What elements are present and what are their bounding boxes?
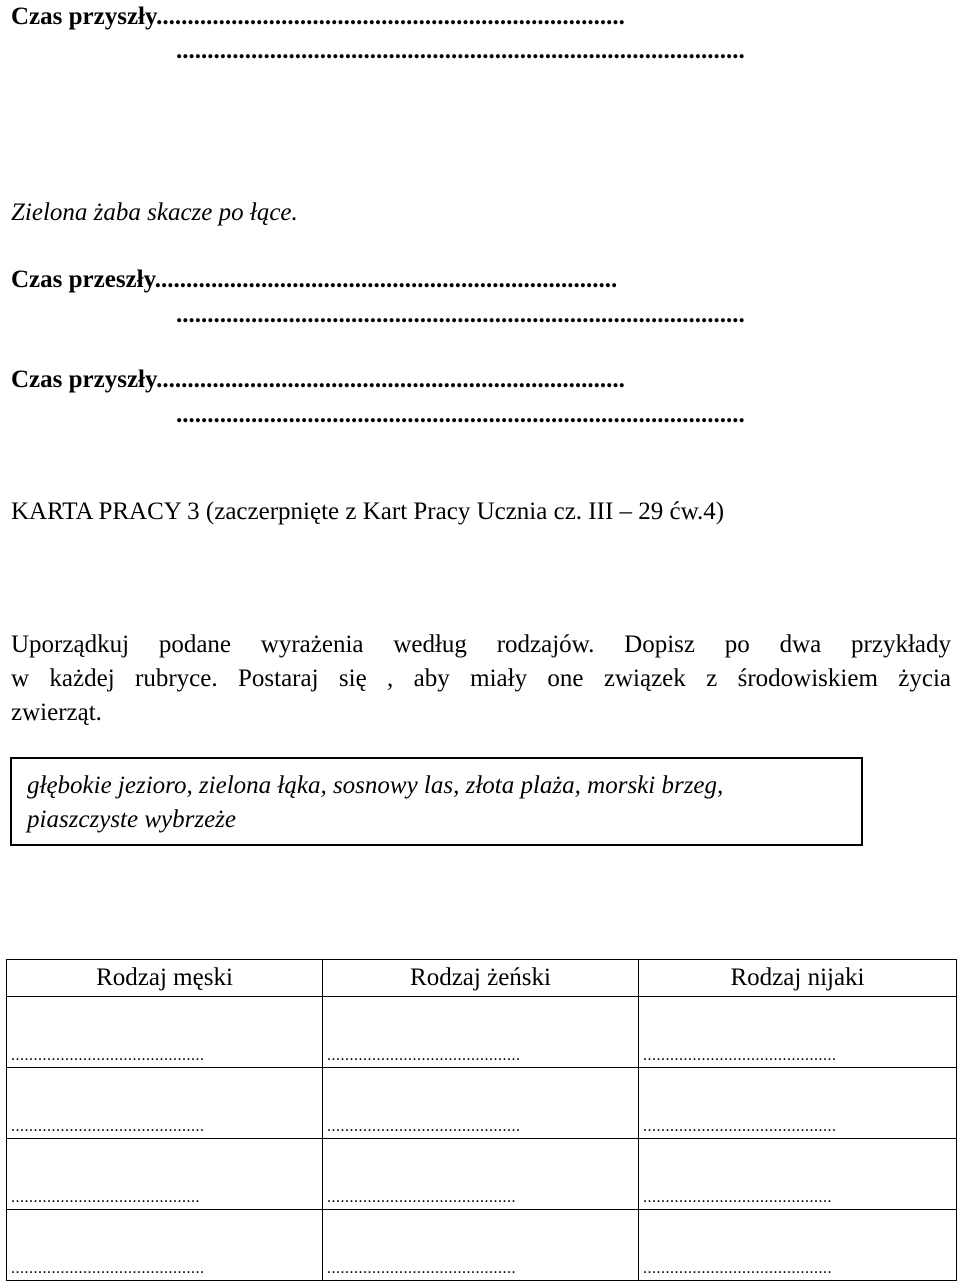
answer-cell[interactable]: ........................................... (639, 1068, 957, 1139)
column-header-feminine: Rodzaj żeński (323, 960, 639, 997)
answer-cell[interactable]: ........................................... (7, 1068, 323, 1139)
word-bank-box (10, 757, 863, 846)
future-tense-label-2: Czas przyszły........................................................................... (11, 366, 625, 393)
gender-classification-table (6, 959, 957, 1281)
past-tense-answer-line: ........................................................................................... (176, 301, 745, 328)
worksheet-title: KARTA PRACY 3 (zaczerpnięte z Kart Pracy Ucznia cz. III – 29 ćw.4) (11, 498, 725, 525)
table-row (7, 997, 957, 1068)
answer-cell[interactable]: .......................................... (323, 1210, 639, 1281)
answer-cell[interactable]: ........................................... (323, 1068, 639, 1139)
answer-cell[interactable]: ........................................... (7, 1210, 323, 1281)
future-tense-answer-line-2: ........................................................................................... (176, 401, 745, 428)
word-bank-line: głębokie jezioro, zielona łąka, sosnowy las, złota plaża, morski brzeg, (27, 772, 724, 799)
answer-cell[interactable]: .......................................... (639, 1210, 957, 1281)
table-row (7, 1139, 957, 1210)
past-tense-label: Czas przeszły.......................................................................... (11, 266, 618, 293)
column-header-neuter: Rodzaj nijaki (639, 960, 957, 997)
instruction-line: zwierząt. (11, 699, 102, 726)
table-header-row (7, 960, 957, 997)
table-row (7, 1068, 957, 1139)
answer-cell[interactable]: .......................................... (639, 1139, 957, 1210)
column-header-masculine: Rodzaj męski (7, 960, 323, 997)
answer-cell[interactable]: ........................................... (639, 997, 957, 1068)
word-bank-line: piaszczyste wybrzeże (27, 806, 236, 833)
future-tense-answer-line-1: ........................................................................................... (176, 37, 745, 64)
future-tense-label-1: Czas przyszły........................................................................... (11, 3, 625, 30)
instruction-paragraph (11, 628, 951, 730)
example-sentence: Zielona żaba skacze po łące. (11, 199, 298, 226)
answer-cell[interactable]: .......................................... (7, 1139, 323, 1210)
instruction-line: Uporządkuj podane wyrażenia według rodzajów. Dopisz po dwa przykłady (11, 631, 951, 658)
table-row (7, 1210, 957, 1281)
answer-cell[interactable]: ........................................... (323, 997, 639, 1068)
instruction-line: w każdej rubryce. Postaraj się , aby miały one związek z środowiskiem życia (11, 665, 951, 692)
answer-cell[interactable]: .......................................... (323, 1139, 639, 1210)
answer-cell[interactable]: ........................................... (7, 997, 323, 1068)
